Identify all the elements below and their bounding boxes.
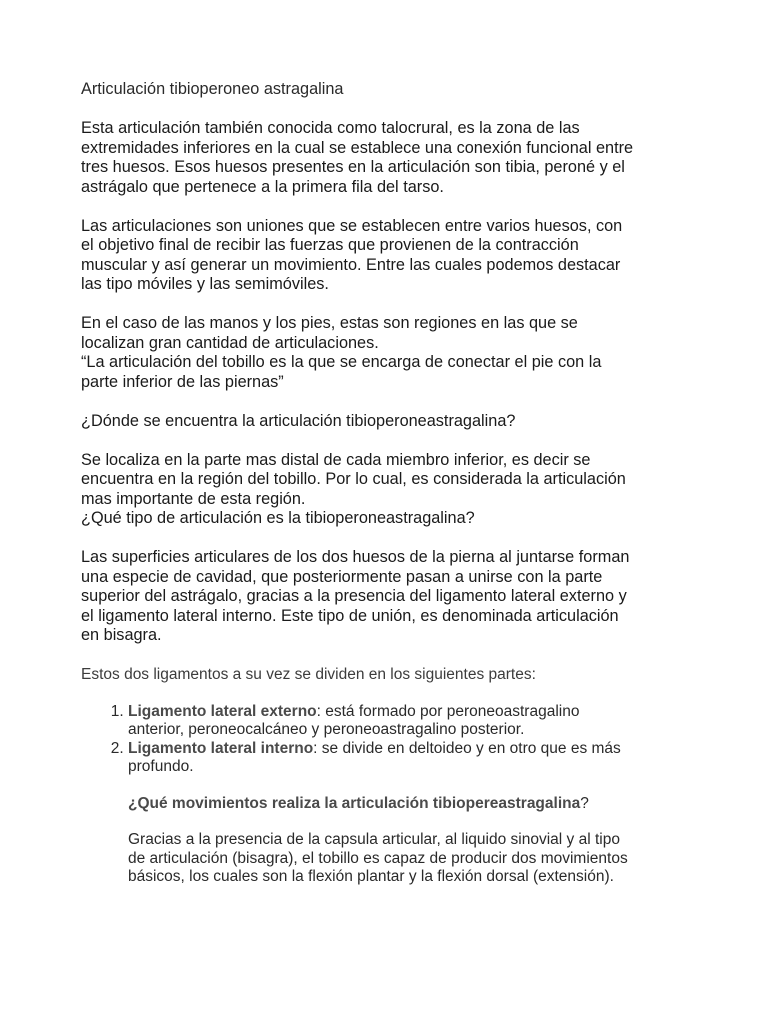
- paragraph-4: [81, 451, 704, 529]
- text-line: encuentra en la región del tobillo. Por lo cual, es considerada la articulación: [81, 470, 626, 488]
- text-line: En el caso de las manos y los pies, estas son regiones en las que se: [81, 314, 578, 332]
- ligament-list: [81, 703, 704, 777]
- paragraph-1: [81, 119, 704, 197]
- text-line: “La articulación del tobillo es la que se encarga de conectar el pie con la: [81, 353, 602, 371]
- text-line: Se localiza en la parte mas distal de cada miembro inferior, es decir se: [81, 450, 591, 469]
- document-title: Articulación tibioperoneo astragalina: [81, 80, 344, 98]
- movements-heading: [128, 795, 704, 814]
- list-item-rest: : se divide en deltoideo y en otro que es más: [313, 739, 621, 757]
- list-item-continuation: profundo.: [128, 758, 194, 775]
- text-line: extremidades inferiores en la cual se establece una conexión funcional entre: [81, 138, 634, 157]
- text-line: Las articulaciones son uniones que se establecen entre varios huesos, con: [81, 216, 623, 235]
- text-line: muscular y así generar un movimiento. Entre las cuales podemos destacar: [81, 255, 621, 274]
- question-location: ¿Dónde se encuentra la articulación tibioperoneastragalina?: [81, 411, 516, 430]
- list-item-first-line: [128, 703, 704, 722]
- text-line: básicos, los cuales son la flexión plantar y la flexión dorsal (extensión).: [128, 868, 614, 885]
- list-item-continuation: anterior, peroneocalcáneo y peroneoastragalino posterior.: [128, 721, 525, 738]
- text-line: astrágalo que pertenece a la primera fila del tarso.: [81, 177, 444, 196]
- text-line: superior del astrágalo, gracias a la presencia del ligamento lateral externo y: [81, 587, 627, 605]
- text-line: el ligamento lateral interno. Este tipo de unión, es denominada articulación: [81, 606, 619, 625]
- paragraph-2: [81, 217, 704, 295]
- list-item: [128, 740, 704, 777]
- movements-paragraph: [128, 831, 704, 887]
- list-item-term: Ligamento lateral interno: [128, 739, 314, 757]
- text-line: localizan gran cantidad de articulaciones.: [81, 333, 379, 352]
- text-line: las tipo móviles y las semimóviles.: [81, 275, 329, 293]
- list-item-term: Ligamento lateral externo: [128, 702, 317, 720]
- text-line: parte inferior de las piernas”: [81, 372, 284, 391]
- paragraph-3: [81, 314, 704, 392]
- text-line: una especie de cavidad, que posteriormente pasan a unirse con la parte: [81, 567, 603, 586]
- text-line: en bisagra.: [81, 626, 162, 644]
- paragraph-5: [81, 548, 704, 646]
- list-intro: Estos dos ligamentos a su vez se dividen en los siguientes partes:: [81, 666, 536, 683]
- text-line: tres huesos. Esos huesos presentes en la articulación son tibia, peroné y el: [81, 158, 625, 176]
- list-item-rest: : está formado por peroneoastragalino: [316, 702, 580, 720]
- movements-heading-end: ?: [580, 794, 589, 812]
- list-item-first-line: [128, 740, 704, 759]
- movements-heading-bold: ¿Qué movimientos realiza la articulación tibiopereastragalina: [128, 794, 581, 812]
- movements-section: [81, 795, 704, 887]
- text-line: mas importante de esta región.: [81, 489, 306, 508]
- question-type: ¿Qué tipo de articulación es la tibioperoneastragalina?: [81, 509, 475, 527]
- list-item: [128, 703, 704, 740]
- text-line: Esta articulación también conocida como talocrural, es la zona de las: [81, 119, 580, 137]
- text-line: el objetivo final de recibir las fuerzas que provienen de la contracción: [81, 236, 579, 254]
- text-line: Gracias a la presencia de la capsula articular, al liquido sinovial y al tipo: [128, 831, 620, 848]
- text-line: de articulación (bisagra), el tobillo es capaz de producir dos movimientos: [128, 849, 628, 867]
- text-line: Las superficies articulares de los dos huesos de la pierna al juntarse forman: [81, 548, 630, 566]
